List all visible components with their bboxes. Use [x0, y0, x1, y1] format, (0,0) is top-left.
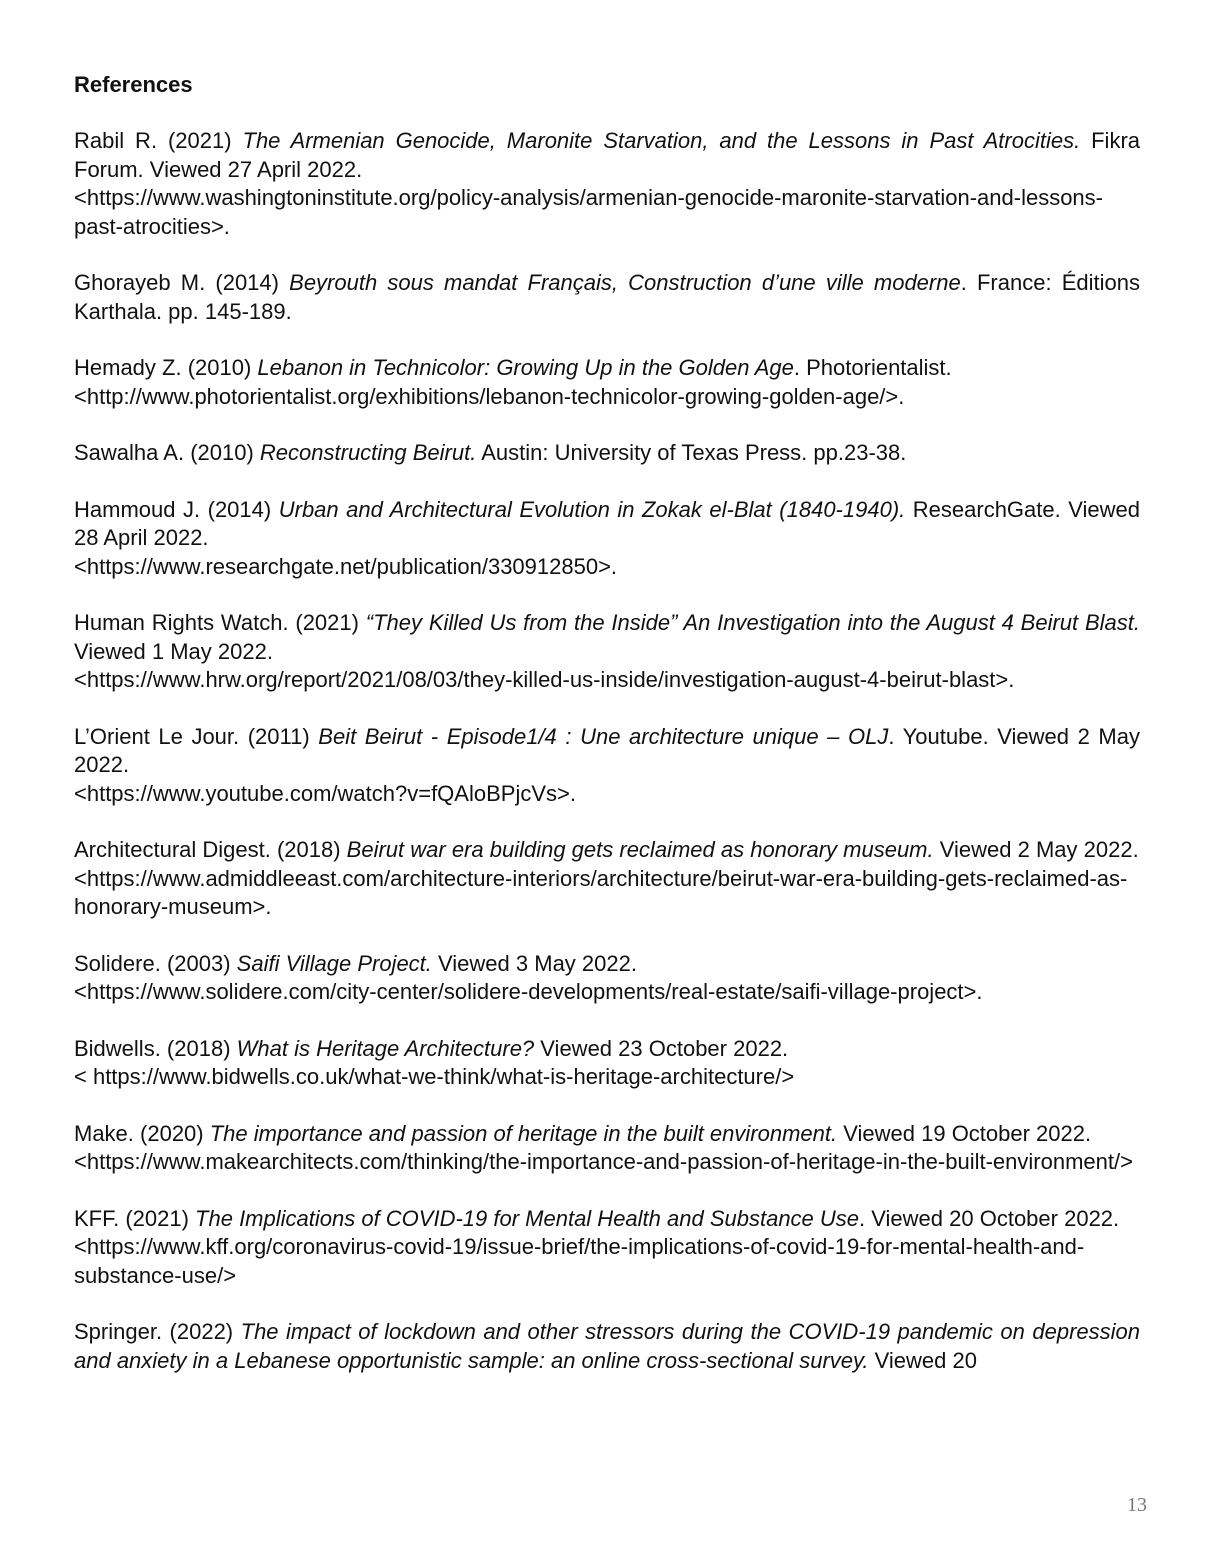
- reference-details: . Viewed 20 October 2022.: [859, 1205, 1120, 1231]
- reference-author: Architectural Digest. (2018): [74, 837, 347, 862]
- reference-title: Urban and Architectural Evolution in Zokak el-Blat (1840-1940).: [278, 496, 906, 522]
- reference-url: <http://www.photorientalist.org/exhibitions/lebanon-technicolor-growing-golden-age/>.: [74, 383, 905, 409]
- reference-details: Viewed 20: [868, 1347, 977, 1373]
- reference-entry: [74, 609, 1140, 695]
- reference-title: The impact of lockdown and other stressors during the COVID-19 pandemic on depression and anxiety in a Lebanese opportunistic sample: an online cross-sectional survey.: [74, 1319, 1140, 1373]
- reference-entry: [74, 496, 1140, 582]
- reference-author: L’Orient Le Jour. (2011): [74, 723, 319, 749]
- reference-url: <https://www.researchgate.net/publication/330912850>.: [74, 553, 618, 579]
- reference-author: Hammoud J. (2014): [74, 496, 279, 522]
- reference-author: Ghorayeb M. (2014): [74, 270, 290, 295]
- reference-url: < https://www.bidwells.co.uk/what-we-think/what-is-heritage-architecture/>: [74, 1064, 795, 1089]
- reference-url: <https://www.admiddleeast.com/architecture-interiors/architecture/beirut-war-era-building-gets-reclaimed-as-honorary-museum>.: [74, 865, 1128, 919]
- reference-author: Solidere. (2003): [74, 950, 237, 976]
- reference-details: . Youtube. Viewed 2 May 2022.: [74, 723, 1140, 777]
- reference-title: The Armenian Genocide, Maronite Starvation, and the Lessons in Past Atrocities.: [242, 128, 1081, 153]
- reference-title: Beit Beirut - Episode1/4 : Une architecture unique – OLJ: [318, 723, 889, 749]
- reference-list: [74, 127, 1140, 1375]
- reference-title: The Implications of COVID-19 for Mental Health and Substance Use: [195, 1205, 860, 1231]
- reference-author: Rabil R. (2021): [74, 128, 243, 153]
- reference-details: Viewed 23 October 2022.: [534, 1035, 789, 1061]
- reference-url: <https://www.youtube.com/watch?v=fQAloBPjcVs>.: [74, 780, 576, 806]
- reference-url: <https://www.makearchitects.com/thinking/the-importance-and-passion-of-heritage-in-the-built-environment/>: [74, 1149, 1133, 1174]
- reference-author: KFF. (2021): [74, 1205, 196, 1231]
- reference-author: Make. (2020): [74, 1120, 210, 1146]
- reference-author: Sawalha A. (2010): [74, 440, 260, 465]
- references-heading: References: [74, 72, 193, 97]
- reference-details: Viewed 19 October 2022.: [837, 1120, 1092, 1146]
- reference-entry: [74, 439, 1140, 468]
- reference-author: Bidwells. (2018): [74, 1035, 237, 1061]
- reference-details: . France: Éditions Karthala. pp. 145-189.: [74, 270, 1141, 324]
- reference-entry: [74, 950, 1140, 1007]
- reference-details: Fikra Forum. Viewed 27 April 2022.: [74, 128, 1140, 182]
- reference-author: Human Rights Watch. (2021): [74, 610, 366, 635]
- reference-title: The importance and passion of heritage in the built environment.: [209, 1120, 838, 1146]
- reference-entry: [74, 269, 1140, 326]
- reference-details: Viewed 3 May 2022.: [431, 950, 637, 976]
- reference-url: <https://www.hrw.org/report/2021/08/03/they-killed-us-inside/investigation-august-4-beirut-blast>.: [74, 667, 1015, 692]
- page-number: 13: [1127, 1494, 1147, 1516]
- reference-title: “They Killed Us from the Inside” An Investigation into the August 4 Beirut Blast.: [365, 610, 1140, 635]
- reference-url: <https://www.washingtoninstitute.org/policy-analysis/armenian-genocide-maronite-starvation-and-lessons-past-atrocities>.: [74, 185, 1103, 239]
- reference-details: ResearchGate. Viewed 28 April 2022.: [74, 496, 1141, 550]
- reference-title: Beyrouth sous mandat Français, Construction d’une ville moderne: [289, 270, 961, 295]
- reference-author: Springer. (2022): [74, 1319, 241, 1344]
- reference-entry: [74, 1318, 1140, 1375]
- reference-title: Lebanon in Technicolor: Growing Up in the Golden Age: [257, 355, 794, 380]
- reference-entry: [74, 1120, 1140, 1177]
- reference-details: Viewed 2 May 2022.: [933, 837, 1139, 862]
- reference-details: Viewed 1 May 2022.: [74, 638, 273, 664]
- reference-title: What is Heritage Architecture?: [236, 1035, 535, 1061]
- reference-entry: [74, 723, 1140, 809]
- reference-url: <https://www.kff.org/coronavirus-covid-19/issue-brief/the-implications-of-covid-19-for-mental-health-and-substance-use/>: [74, 1234, 1085, 1288]
- reference-author: Hemady Z. (2010): [74, 355, 258, 380]
- reference-title: Reconstructing Beirut.: [259, 440, 477, 465]
- reference-entry: [74, 127, 1140, 241]
- reference-url: <https://www.solidere.com/city-center/solidere-developments/real-estate/saifi-village-project>.: [74, 979, 983, 1004]
- reference-entry: [74, 354, 1140, 411]
- reference-title: Beirut war era building gets reclaimed as honorary museum.: [346, 837, 934, 862]
- reference-entry: [74, 1035, 1140, 1092]
- reference-details: . Photorientalist.: [793, 355, 952, 380]
- reference-entry: [74, 836, 1140, 922]
- reference-entry: [74, 1205, 1140, 1291]
- reference-details: Austin: University of Texas Press. pp.23-38.: [476, 440, 907, 465]
- reference-title: Saifi Village Project.: [236, 950, 432, 976]
